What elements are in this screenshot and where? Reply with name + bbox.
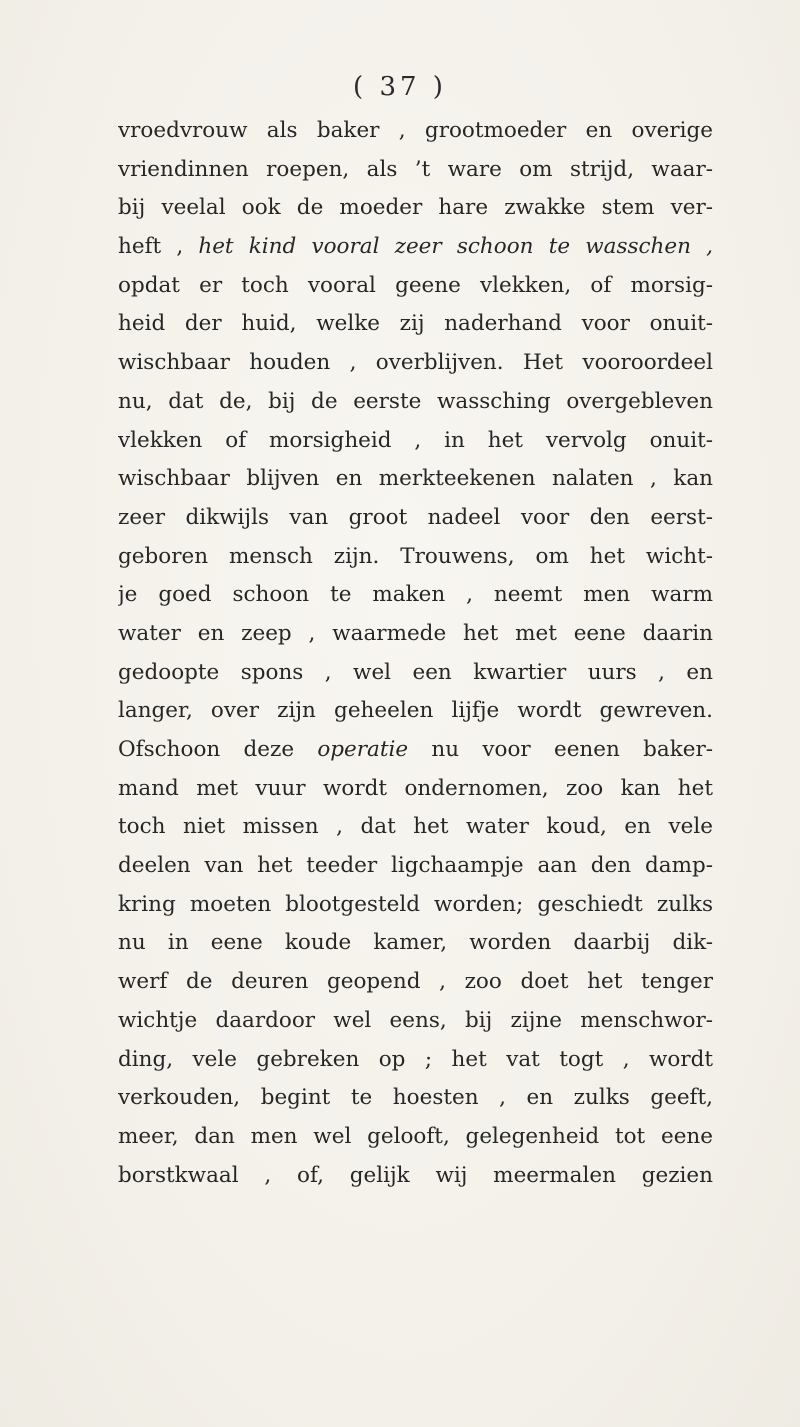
text-run: toch niet missen , dat het water koud, en vele xyxy=(118,814,713,840)
text-line xyxy=(118,924,713,963)
italic-text-run: operatie xyxy=(317,737,409,762)
text-run: geboren mensch zijn. Trouwens, om het wicht- xyxy=(118,543,713,569)
text-line xyxy=(118,344,713,383)
text-line xyxy=(118,228,713,267)
text-line xyxy=(118,615,713,654)
text-line xyxy=(118,422,713,461)
text-line xyxy=(118,112,713,151)
text-run: verkouden, begint te hoesten , en zulks geeft, xyxy=(118,1085,713,1111)
text-line xyxy=(118,538,713,577)
text-run: ding, vele gebreken op ; het vat togt , wordt xyxy=(118,1046,713,1072)
text-run: gedoopte spons , wel een kwartier uurs , en xyxy=(118,659,713,685)
text-line xyxy=(118,1079,713,1118)
text-run: werf de deuren geopend , zoo doet het tenger xyxy=(118,969,713,995)
text-line xyxy=(118,731,713,770)
text-run: Ofschoon deze xyxy=(118,737,318,762)
text-line xyxy=(118,1118,713,1157)
text-line xyxy=(118,305,713,344)
text-run: mand met vuur wordt ondernomen, zoo kan het xyxy=(118,775,713,801)
text-line xyxy=(118,1002,713,1041)
italic-text-run: het kind vooral zeer schoon te wasschen , xyxy=(198,234,713,260)
text-run: meer, dan men wel gelooft, gelegenheid tot eene xyxy=(118,1123,713,1149)
text-run: zeer dikwijls van groot nadeel voor den eerst- xyxy=(118,504,713,530)
text-line xyxy=(118,847,713,886)
text-run: vriendinnen roepen, als ’t ware om strijd, waar- xyxy=(118,156,713,182)
text-run: bij veelal ook de moeder hare zwakke stem ver- xyxy=(118,195,713,221)
text-line xyxy=(118,654,713,693)
text-run: wischbaar blijven en merkteekenen nalaten , kan xyxy=(118,466,713,492)
text-run: heid der huid, welke zij naderhand voor onuit- xyxy=(118,311,713,337)
text-line xyxy=(118,963,713,1002)
text-run: deelen van het teeder ligchaampje aan den damp- xyxy=(118,853,713,879)
text-run: wichtje daardoor wel eens, bij zijne menschwor- xyxy=(118,1007,713,1033)
text-run: opdat er toch vooral geene vlekken, of morsig- xyxy=(118,272,713,298)
text-line xyxy=(118,886,713,925)
text-run: langer, over zijn geheelen lijfje wordt gewreven. xyxy=(118,698,713,724)
text-line xyxy=(118,189,713,228)
text-run: nu in eene koude kamer, worden daarbij dik- xyxy=(118,930,713,956)
page-number-header: ( 37 ) xyxy=(353,72,447,102)
text-run: vlekken of morsigheid , in het vervolg onuit- xyxy=(118,427,713,453)
text-line xyxy=(118,151,713,190)
text-line xyxy=(118,460,713,499)
text-run: heft , xyxy=(118,234,199,260)
text-line xyxy=(118,808,713,847)
text-line xyxy=(118,267,713,306)
text-line xyxy=(118,1041,713,1080)
text-run: wischbaar houden , overblijven. Het vooroordeel xyxy=(118,350,713,376)
text-run: kring moeten blootgesteld worden; geschiedt zulks xyxy=(118,891,713,917)
text-line xyxy=(118,576,713,615)
text-line xyxy=(118,770,713,809)
text-run: nu voor eenen baker- xyxy=(408,737,713,762)
body-text xyxy=(118,112,713,1195)
text-run: je goed schoon te maken , neemt men warm xyxy=(118,582,713,608)
text-run: water en zeep , waarmede het met eene daarin xyxy=(118,620,713,646)
text-line xyxy=(118,499,713,538)
text-line xyxy=(118,1157,713,1196)
text-run: vroedvrouw als baker , grootmoeder en overige xyxy=(118,118,713,143)
text-line xyxy=(118,383,713,422)
text-run: nu, dat de, bij de eerste wassching overgebleven xyxy=(118,388,713,414)
text-run: borstkwaal , of, gelijk wij meermalen gezien xyxy=(118,1162,713,1188)
text-line xyxy=(118,692,713,731)
